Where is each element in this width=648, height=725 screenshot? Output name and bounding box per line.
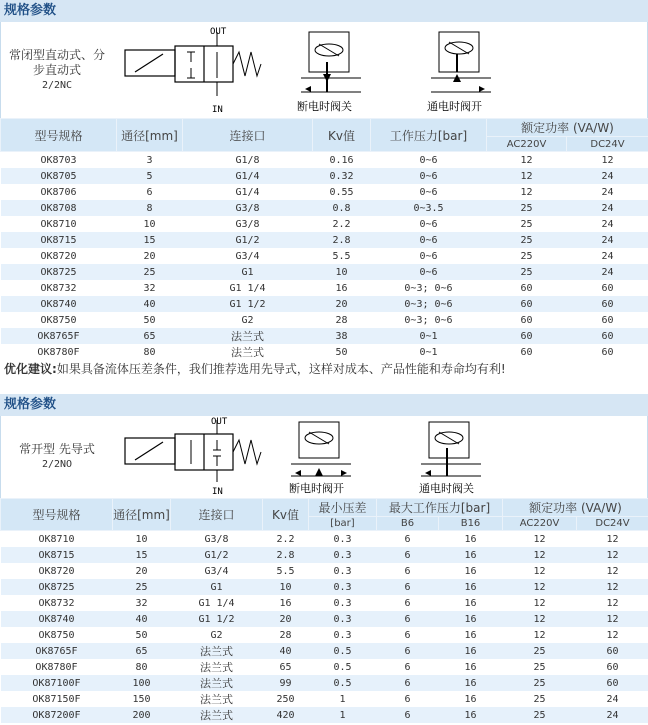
table-cell: OK87100F <box>1 675 113 691</box>
table-cell: 0.3 <box>333 597 352 609</box>
table-cell: OK8750 <box>38 629 75 641</box>
table-cell: OK8725 <box>1 264 117 280</box>
table-cell: G1 1/4 <box>198 597 235 609</box>
table-cell: 40 <box>117 296 183 312</box>
spec-table-body <box>1 531 648 724</box>
table-cell: 0.3 <box>333 565 352 577</box>
table-cell: OK8725 <box>1 579 113 595</box>
table-cell: G2 <box>241 314 254 326</box>
header-kv: Kv值 <box>263 499 309 531</box>
table-cell: 0~3.5 <box>371 200 487 216</box>
diagram-area <box>113 22 647 118</box>
table-cell: 24 <box>577 707 648 723</box>
table-row <box>1 579 648 595</box>
spec-table-nc <box>0 118 648 360</box>
table-cell: 28 <box>279 629 292 641</box>
table-cell: G3/8 <box>235 218 260 230</box>
table-cell: 100 <box>113 675 171 691</box>
header-max-pressure: 最大工作压力[bar] <box>377 499 503 517</box>
table-cell: 16 <box>464 597 477 609</box>
table-cell: OK8740 <box>1 611 113 627</box>
table-cell: 法兰式 <box>183 328 313 344</box>
table-cell: OK8720 <box>38 565 75 577</box>
table-cell: 12 <box>577 611 648 627</box>
table-cell: 28 <box>335 314 348 326</box>
table-cell: 0~6 <box>371 264 487 280</box>
table-cell: 6 <box>377 547 439 563</box>
table-cell: 16 <box>439 675 503 691</box>
open-state-diagram <box>427 32 491 113</box>
table-cell: OK8710 <box>38 533 75 545</box>
table-cell: 25 <box>503 707 577 723</box>
table-cell: G1 1/2 <box>183 296 313 312</box>
table-cell: 0.3 <box>309 579 377 595</box>
header-min-diff: 最小压差 <box>309 499 377 517</box>
table-cell: 0.3 <box>309 547 377 563</box>
table-cell: OK8715 <box>1 232 117 248</box>
table-cell: 3 <box>146 154 153 166</box>
table-row <box>1 627 648 643</box>
valve-type-line1: 常开型 先导式 <box>19 442 95 456</box>
table-cell: OK8703 <box>40 154 77 166</box>
header-model: 型号规格 <box>1 499 113 531</box>
table-cell: 0.16 <box>329 154 354 166</box>
table-cell: 6 <box>404 565 411 577</box>
table-cell: 16 <box>439 707 503 723</box>
table-row <box>1 531 648 548</box>
table-cell: 16 <box>464 693 477 705</box>
table-cell: 2.2 <box>276 533 295 545</box>
table-row <box>1 216 648 232</box>
table-cell: 250 <box>276 693 295 705</box>
table-cell: 32 <box>143 282 156 294</box>
table-cell: 法兰式 <box>171 707 263 723</box>
table-cell: G1 1/2 <box>171 611 263 627</box>
table-cell: G1 1/4 <box>229 282 266 294</box>
table-row <box>1 184 648 200</box>
optimization-note <box>0 360 648 382</box>
port-out-label: OUT <box>210 27 227 37</box>
table-row <box>1 595 648 611</box>
table-cell: 25 <box>503 675 577 691</box>
table-cell: 25 <box>533 661 546 673</box>
diagram-area <box>113 416 647 498</box>
table-cell: 24 <box>567 168 648 184</box>
table-cell: 12 <box>533 629 546 641</box>
table-cell: 80 <box>135 661 148 673</box>
open-state-diagram <box>289 422 351 495</box>
table-cell: 60 <box>487 328 567 344</box>
table-cell: 6 <box>404 629 411 641</box>
table-cell: 12 <box>606 629 619 641</box>
table-row <box>1 611 648 627</box>
table-cell: 65 <box>279 661 292 673</box>
table-cell: OK8705 <box>1 168 117 184</box>
table-cell: OK8780F <box>35 661 78 673</box>
table-cell: 法兰式 <box>231 346 264 359</box>
table-cell: 16 <box>335 282 348 294</box>
table-cell: G1/2 <box>171 547 263 563</box>
table-cell: 12 <box>577 579 648 595</box>
table-cell: 12 <box>533 565 546 577</box>
table-row <box>1 312 648 328</box>
table-cell: 50 <box>335 346 348 358</box>
table-cell: 20 <box>135 565 148 577</box>
table-cell: G3/8 <box>183 200 313 216</box>
table-cell: 0.5 <box>333 661 352 673</box>
table-cell: OK8765F <box>1 643 113 659</box>
table-cell: 24 <box>601 250 614 262</box>
table-cell: 16 <box>439 611 503 627</box>
table-cell: 200 <box>113 707 171 723</box>
spec-table-no <box>0 498 648 723</box>
table-cell: 25 <box>520 250 533 262</box>
table-cell: 10 <box>143 218 156 230</box>
table-cell: 12 <box>601 154 614 166</box>
table-cell: 12 <box>520 186 533 198</box>
table-cell: 法兰式 <box>171 675 263 691</box>
table-cell: 12 <box>533 533 546 545</box>
table-cell: 6 <box>377 675 439 691</box>
header-ac: AC220V <box>503 517 577 531</box>
table-cell: 25 <box>487 232 567 248</box>
header-bore: 通径[mm] <box>113 499 171 531</box>
table-cell: G3/8 <box>204 533 229 545</box>
table-cell: 0.3 <box>333 533 352 545</box>
table-cell: 6 <box>404 693 411 705</box>
valve-type-code: 2/2NO <box>41 459 73 470</box>
table-cell: 0.3 <box>333 629 352 641</box>
table-cell: 0~6 <box>419 186 438 198</box>
header-model: 型号规格 <box>1 119 117 152</box>
table-cell: 50 <box>143 314 156 326</box>
table-cell: 2.8 <box>263 547 309 563</box>
table-cell: 50 <box>135 629 148 641</box>
table-cell: 25 <box>533 693 546 705</box>
table-cell: OK8740 <box>1 296 117 312</box>
table-cell: OK8765F <box>1 328 117 344</box>
note-label: 优化建议: <box>4 362 57 376</box>
header-pressure: 工作压力[bar] <box>371 119 487 152</box>
table-cell: 15 <box>117 232 183 248</box>
table-cell: G3/4 <box>204 565 229 577</box>
note-text: 如果具备流体压差条件，我们推荐选用先导式，这样对成本、产品性能和寿命均有利! <box>56 362 506 376</box>
header-b16: B16 <box>439 517 503 531</box>
table-row <box>1 691 648 707</box>
table-cell: 60 <box>601 282 614 294</box>
valve-type-label <box>1 416 113 498</box>
table-cell: 12 <box>606 565 619 577</box>
table-cell: 60 <box>520 282 533 294</box>
table-cell: G1/8 <box>235 154 260 166</box>
table-cell: 16 <box>279 597 292 609</box>
valve-symbol-diagram <box>113 22 647 118</box>
table-cell: 150 <box>132 693 151 705</box>
table-cell: 10 <box>263 579 309 595</box>
table-cell: 24 <box>601 218 614 230</box>
table-cell: 0.5 <box>309 643 377 659</box>
table-cell: 38 <box>313 328 371 344</box>
diagram-row <box>0 416 648 498</box>
diagram-row <box>0 22 648 118</box>
table-cell: 40 <box>113 611 171 627</box>
section-2 <box>0 394 648 723</box>
table-cell: G1 <box>171 579 263 595</box>
table-row <box>1 296 648 312</box>
table-cell: 20 <box>313 296 371 312</box>
table-cell: 8 <box>117 200 183 216</box>
header-power: 额定功率 (VA/W) <box>503 499 648 517</box>
table-cell: 6 <box>146 186 153 198</box>
table-cell: 24 <box>567 264 648 280</box>
table-cell: 60 <box>487 296 567 312</box>
table-row <box>1 643 648 659</box>
table-cell: 60 <box>577 643 648 659</box>
table-cell: 99 <box>263 675 309 691</box>
valve-type-label <box>1 22 113 118</box>
header-dc: DC24V <box>577 517 648 531</box>
table-cell: 65 <box>117 328 183 344</box>
table-cell: 0~6 <box>419 218 438 230</box>
table-cell: 25 <box>503 643 577 659</box>
table-row <box>1 675 648 691</box>
section-title: 规格参数 <box>0 0 648 22</box>
table-cell: 60 <box>601 314 614 326</box>
table-row <box>1 280 648 296</box>
table-cell: 60 <box>520 346 533 358</box>
port-in-label: IN <box>212 487 223 497</box>
table-cell: 20 <box>263 611 309 627</box>
table-cell: OK8732 <box>38 597 75 609</box>
table-cell: 12 <box>533 597 546 609</box>
table-cell: 25 <box>117 264 183 280</box>
table-cell: 16 <box>439 643 503 659</box>
table-cell: 0.55 <box>329 186 354 198</box>
table-cell: 5 <box>117 168 183 184</box>
caption-open: 断电时阀开 <box>289 482 344 495</box>
table-row <box>1 232 648 248</box>
table-cell: 25 <box>520 218 533 230</box>
table-cell: 12 <box>487 168 567 184</box>
spec-table-body <box>1 152 648 361</box>
table-cell: 40 <box>263 643 309 659</box>
header-ac: AC220V <box>487 137 567 152</box>
table-cell: 1 <box>309 707 377 723</box>
table-row <box>1 707 648 723</box>
table-cell: 60 <box>606 661 619 673</box>
table-cell: 10 <box>135 533 148 545</box>
caption-open: 通电时阀开 <box>427 100 482 113</box>
table-cell: 2.8 <box>313 232 371 248</box>
table-cell: 6 <box>404 661 411 673</box>
header-dc: DC24V <box>567 137 648 152</box>
table-row <box>1 547 648 563</box>
closed-state-diagram <box>419 422 481 495</box>
header-port: 连接口 <box>171 499 263 531</box>
table-cell: 6 <box>377 643 439 659</box>
table-cell: 12 <box>606 597 619 609</box>
table-cell: 15 <box>113 547 171 563</box>
table-cell: OK8706 <box>40 186 77 198</box>
table-row <box>1 168 648 184</box>
table-cell: 16 <box>464 629 477 641</box>
table-cell: 10 <box>313 264 371 280</box>
table-cell: 0~6 <box>371 232 487 248</box>
table-cell: 1 <box>339 693 346 705</box>
table-cell: 法兰式 <box>200 693 233 706</box>
table-cell: 6 <box>377 707 439 723</box>
table-cell: 25 <box>113 579 171 595</box>
header-port: 连接口 <box>183 119 313 152</box>
table-cell: 6 <box>404 533 411 545</box>
table-cell: 24 <box>567 232 648 248</box>
table-cell: 60 <box>601 346 614 358</box>
table-row <box>1 264 648 280</box>
table-cell: OK8780F <box>37 346 80 358</box>
table-cell: 65 <box>113 643 171 659</box>
table-cell: 12 <box>503 579 577 595</box>
table-cell: 0~1 <box>371 328 487 344</box>
table-cell: G1/4 <box>183 168 313 184</box>
table-row <box>1 344 648 360</box>
port-out-label: OUT <box>211 417 228 427</box>
table-row <box>1 659 648 675</box>
table-row <box>1 563 648 579</box>
table-cell: 16 <box>464 533 477 545</box>
caption-closed: 通电时阀关 <box>419 482 474 495</box>
table-cell: 16 <box>439 579 503 595</box>
table-cell: 60 <box>567 328 648 344</box>
table-cell: 24 <box>601 186 614 198</box>
table-cell: 25 <box>487 264 567 280</box>
table-cell: G2 <box>210 629 223 641</box>
table-cell: 12 <box>503 611 577 627</box>
table-cell: 24 <box>606 693 619 705</box>
table-row <box>1 200 648 216</box>
table-cell: 25 <box>487 200 567 216</box>
table-cell: 0.32 <box>313 168 371 184</box>
table-cell: 0~6 <box>419 154 438 166</box>
header-kv: Kv值 <box>313 119 371 152</box>
header-b6: B6 <box>377 517 439 531</box>
section-title: 规格参数 <box>0 394 648 416</box>
table-cell: 16 <box>464 661 477 673</box>
table-row <box>1 152 648 169</box>
table-cell: 0.8 <box>313 200 371 216</box>
table-cell: 12 <box>520 154 533 166</box>
table-cell: OK8710 <box>40 218 77 230</box>
table-cell: 6 <box>404 597 411 609</box>
table-row <box>1 248 648 264</box>
table-cell: 80 <box>143 346 156 358</box>
table-cell: 60 <box>520 314 533 326</box>
table-cell: 5.5 <box>332 250 351 262</box>
table-cell: OK8708 <box>1 200 117 216</box>
table-row <box>1 328 648 344</box>
table-cell: 0~1 <box>419 346 438 358</box>
table-cell: 16 <box>464 565 477 577</box>
table-cell: 12 <box>606 533 619 545</box>
table-cell: 0.3 <box>309 611 377 627</box>
table-cell: 24 <box>567 200 648 216</box>
table-cell: G3/4 <box>235 250 260 262</box>
table-cell: 法兰式 <box>200 661 233 674</box>
table-cell: 32 <box>135 597 148 609</box>
table-cell: 5.5 <box>276 565 295 577</box>
table-cell: 0~3; 0~6 <box>371 296 487 312</box>
port-in-label: IN <box>212 105 223 115</box>
table-cell: 20 <box>143 250 156 262</box>
header-power: 额定功率 (VA/W) <box>487 119 648 137</box>
table-cell: OK87200F <box>1 707 113 723</box>
table-cell: 0~3; 0~6 <box>404 314 453 326</box>
valve-type-line1: 常闭型直动式、分 <box>8 47 105 62</box>
table-cell: 12 <box>503 547 577 563</box>
table-cell: 0~6 <box>419 250 438 262</box>
valve-type-line2: 步直动式 <box>32 62 81 77</box>
table-cell: 16 <box>439 547 503 563</box>
table-cell: 0.5 <box>309 675 377 691</box>
table-cell: 2.2 <box>332 218 351 230</box>
valve-type-code: 2/2NC <box>41 79 73 91</box>
table-cell: OK8720 <box>40 250 77 262</box>
header-min-diff-unit: [bar] <box>309 517 377 531</box>
table-cell: OK8750 <box>40 314 77 326</box>
table-cell: 60 <box>577 675 648 691</box>
caption-closed: 断电时阀关 <box>297 100 352 113</box>
table-cell: 0~3; 0~6 <box>404 282 453 294</box>
table-cell: G1/4 <box>235 186 260 198</box>
table-cell: OK8732 <box>40 282 77 294</box>
valve-symbol-diagram <box>113 416 647 498</box>
table-cell: 60 <box>567 296 648 312</box>
table-cell: 法兰式 <box>171 643 263 659</box>
table-cell: G1/2 <box>183 232 313 248</box>
table-cell: 6 <box>377 579 439 595</box>
table-cell: OK87150F <box>32 693 81 705</box>
table-cell: 6 <box>377 611 439 627</box>
table-cell: 0~6 <box>371 168 487 184</box>
closed-state-diagram <box>297 32 361 113</box>
table-cell: OK8715 <box>1 547 113 563</box>
header-bore: 通径[mm] <box>117 119 183 152</box>
table-cell: 420 <box>263 707 309 723</box>
table-cell: G1 <box>183 264 313 280</box>
table-cell: 12 <box>577 547 648 563</box>
